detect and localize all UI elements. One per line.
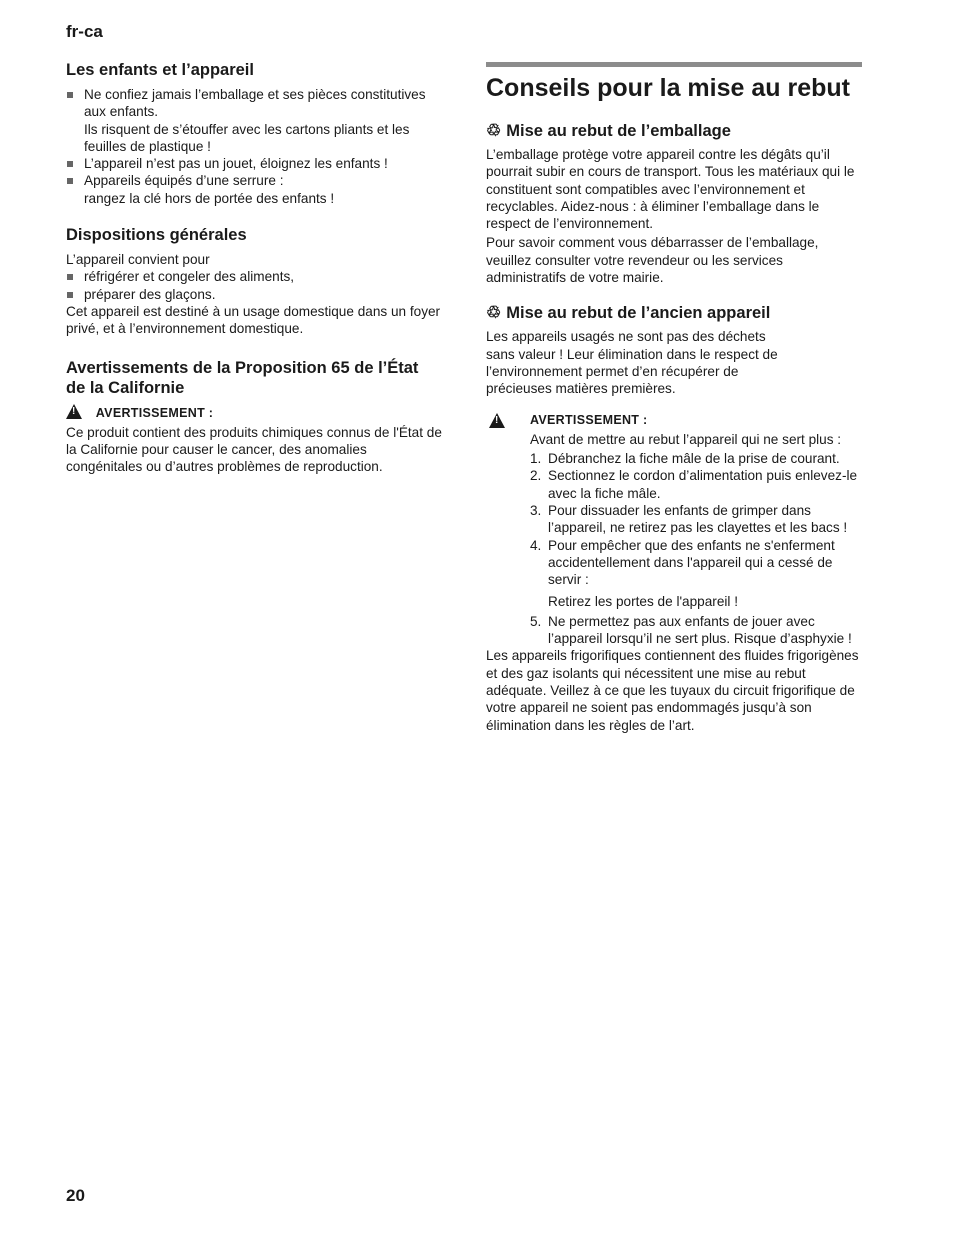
- step-item: 4. Pour empêcher que des enfants ne s'enferment accidentellement dans l'appareil qui a cessé de servir : Retirez les portes de l'appareil !: [530, 537, 862, 610]
- warning-block: [66, 404, 442, 422]
- language-code: fr-ca: [66, 22, 103, 41]
- page-title: Conseils pour la mise au rebut: [486, 74, 850, 102]
- right-column: [486, 62, 862, 734]
- list-item-text: Ne confiez jamais l’emballage et ses pièces constitutives aux enfants.: [84, 87, 426, 120]
- list-item-note: Ils risquent de s’étouffer avec les cartons pliants et les feuilles de plastique !: [84, 121, 410, 154]
- old-appliance-paragraph: Les appareils usagés ne sont pas des déchets sans valeur ! Leur élimination dans le respect de l’environnement permet d’en récupérer de précieuses matières premières.: [486, 329, 778, 397]
- list-item: [66, 172, 442, 207]
- packaging-paragraph-1: L’emballage protège votre appareil contre les dégâts qu’il pourrait subir en cours de transport. Tous les matériaux qui le constituent sont compatibles avec l’environnement et recyclables. Aidez-nous : à éliminer l’emballage dans le respect de l’environnement.: [486, 147, 855, 232]
- list-item-note: rangez la clé hors de portée des enfants !: [84, 190, 335, 206]
- disposal-steps: [530, 450, 862, 647]
- step-item: 2. Sectionnez le cordon d’alimentation puis enlevez-le avec la fiche mâle.: [530, 468, 858, 501]
- children-list: [66, 86, 442, 207]
- general-intro: L’appareil convient pour: [66, 252, 210, 268]
- step-item: 3. Pour dissuader les enfants de grimper dans l’appareil, ne retirez pas les clayettes et les bacs !: [530, 503, 848, 536]
- recycle-icon: ♲: [486, 303, 502, 323]
- warning-label: AVERTISSEMENT :: [95, 405, 214, 420]
- general-list: [66, 268, 442, 303]
- section-title-children: Les enfants et l’appareil: [66, 61, 254, 79]
- warning-icon: [489, 413, 505, 428]
- closing-paragraph: Les appareils frigorifiques contiennent des fluides frigorigènes et des gaz isolants qui nécessitent une mise au rebut adéquate. Veillez à ce que les tuyaux du circuit frigorifique de votre appareil ne soient pas endommagés jusqu’à son élimination dans les règles de l’art.: [486, 648, 859, 733]
- section-title-text: Mise au rebut de l’emballage: [506, 122, 731, 140]
- list-item: [66, 86, 442, 155]
- section-title-general: Dispositions générales: [66, 226, 247, 245]
- section-title-text: Mise au rebut de l’ancien appareil: [506, 304, 771, 323]
- recycle-icon: ♲: [486, 121, 502, 140]
- list-item: préparer des glaçons.: [66, 286, 442, 303]
- step-note: Retirez les portes de l'appareil !: [548, 593, 738, 609]
- general-paragraph: Cet appareil est destiné à un usage domestique dans un foyer privé, et à l’environnement domestique.: [66, 303, 441, 337]
- warning-intro: Avant de mettre au rebut l’appareil qui ne sert plus :: [530, 431, 842, 447]
- section-title-prop65: Avertissements de la Proposition 65 de l’État de la Californie: [66, 358, 419, 397]
- page-number: 20: [66, 1186, 85, 1205]
- warning-block: [486, 412, 862, 648]
- list-item-text: Appareils équipés d’une serrure :: [84, 173, 284, 189]
- step-item: 1. Débranchez la fiche mâle de la prise de courant.: [530, 451, 840, 467]
- warning-label: AVERTISSEMENT :: [530, 412, 648, 427]
- step-item: 5. Ne permettez pas aux enfants de jouer avec l’appareil lorsqu’il ne sert plus. Risque d’asphyxie !: [530, 613, 852, 647]
- list-item: réfrigérer et congeler des aliments,: [66, 268, 442, 285]
- title-rule: [486, 62, 862, 67]
- prop65-text: Ce produit contient des produits chimiques connus de l'État de la Californie pour causer le cancer, des anomalies congénitales ou d’autres problèmes de reproduction.: [66, 424, 442, 475]
- warning-icon: [66, 404, 82, 419]
- packaging-paragraph-2: Pour savoir comment vous débarrasser de l’emballage, veuillez consulter votre revendeur ou les services administratifs de votre mairie.: [486, 235, 819, 286]
- list-item: L’appareil n’est pas un jouet, éloignez les enfants !: [66, 155, 442, 172]
- section-title-packaging: [486, 121, 862, 141]
- left-column: [66, 60, 442, 476]
- section-title-old-appliance: [486, 303, 862, 323]
